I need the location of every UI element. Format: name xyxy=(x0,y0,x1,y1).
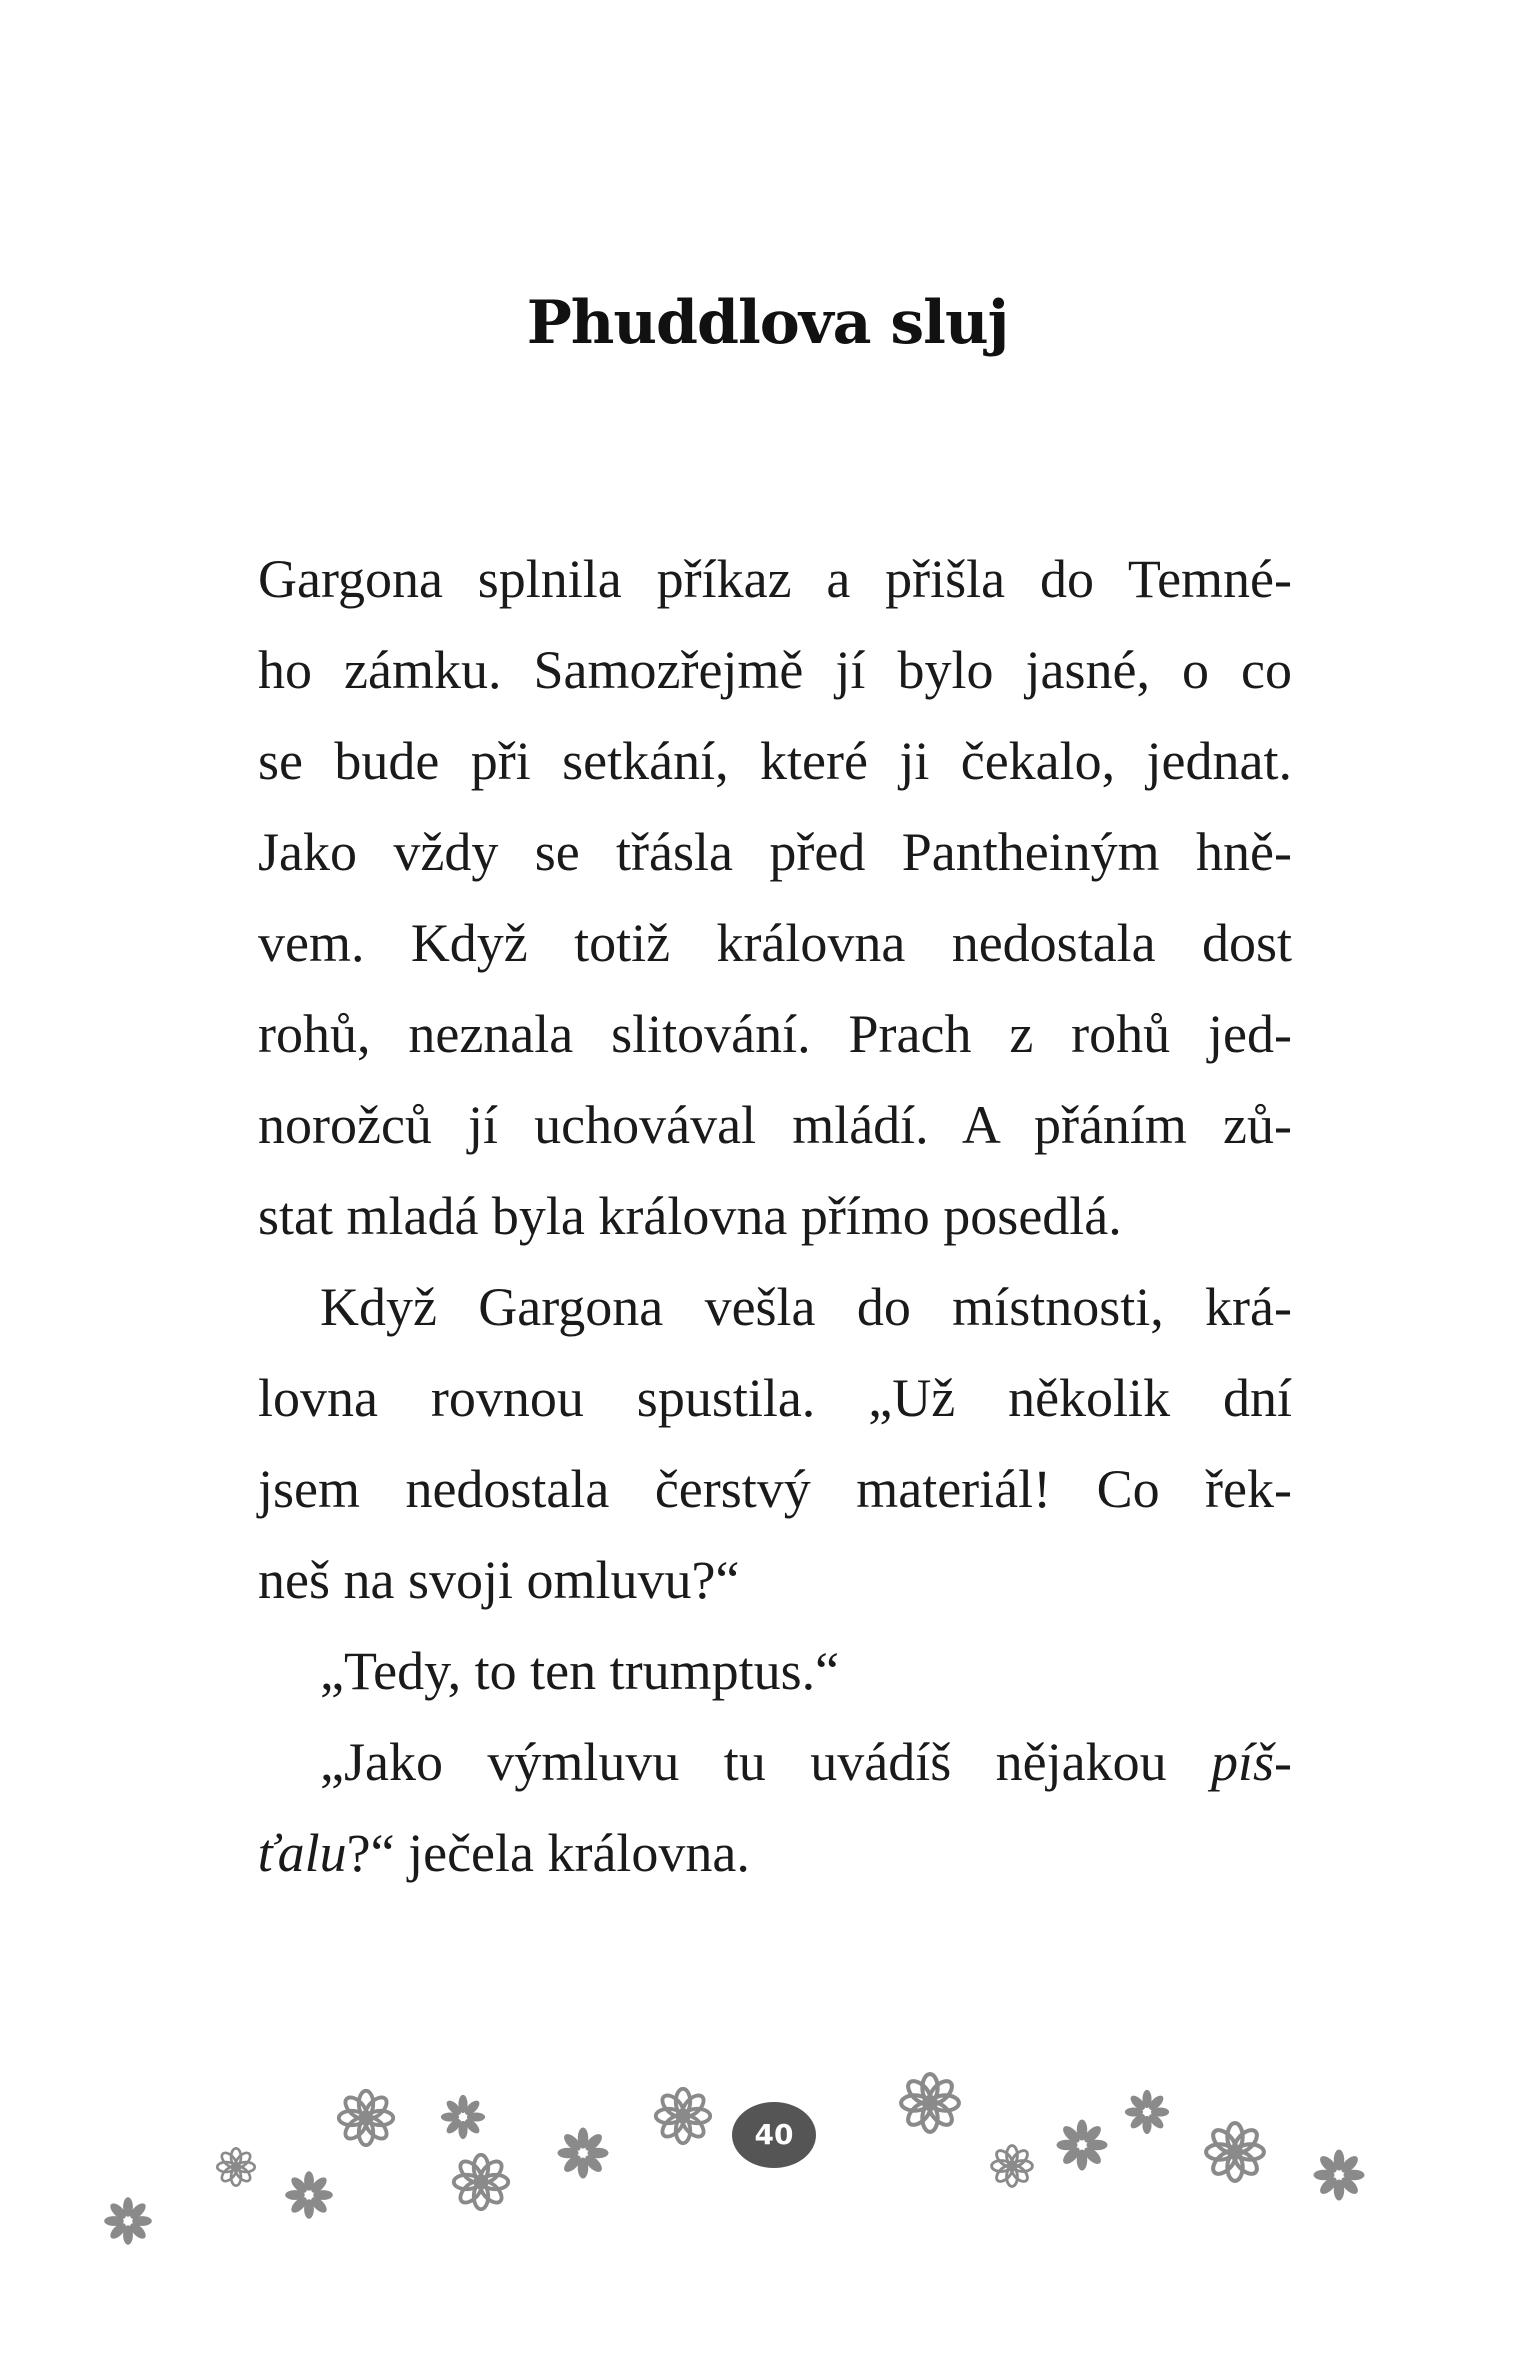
daisy-flower-icon xyxy=(1206,2123,1264,2181)
chapter-title: Phuddlova sluj xyxy=(526,288,1009,358)
daisy-flower-icon xyxy=(339,2091,393,2145)
daisy-flower-icon xyxy=(1125,2090,1169,2134)
text-line: stat mladá byla královna přímo posedlá. xyxy=(258,1186,1122,1246)
text-line: ho zámku. Samozřejmě jí bylo jasné, o co xyxy=(258,640,1292,700)
text-line xyxy=(258,1717,1292,1808)
text-line: rohů, neznala slitování. Prach z rohů jed- xyxy=(258,1004,1292,1064)
daisy-flower-icon xyxy=(558,2128,609,2179)
daisy-flower-icon xyxy=(104,2197,152,2245)
text-line: lovna rovnou spustila. „Už několik dní xyxy=(258,1368,1292,1428)
text-line: se bude při setkání, které ji čekalo, jednat. xyxy=(258,731,1292,791)
text-segment: „Jako výmluvu tu uvádíš nějakou xyxy=(320,1732,1211,1792)
text-line: „Tedy, to ten trumptus.“ xyxy=(320,1641,840,1701)
text-line: Gargona splnila příkaz a přišla do Temné- xyxy=(258,549,1292,609)
daisy-flower-icon xyxy=(1314,2150,1365,2201)
daisy-flower-icon xyxy=(1057,2120,1108,2171)
text-line: vem. Když totiž královna nedostala dost xyxy=(258,913,1292,973)
daisy-flower-icon xyxy=(656,2089,710,2143)
daisy-flower-icon xyxy=(454,2155,508,2209)
daisy-flower-icon xyxy=(285,2171,333,2219)
daisy-flower-icon xyxy=(992,2146,1033,2187)
emphasized-text: píš- xyxy=(1211,1732,1292,1792)
flower-decoration xyxy=(0,2050,1535,2310)
chapter-body xyxy=(258,534,1292,1899)
daisy-flower-icon xyxy=(217,2148,254,2185)
page-number: 40 xyxy=(732,2102,816,2168)
emphasized-text: ťalu xyxy=(258,1823,347,1883)
daisy-flower-icon xyxy=(441,2095,485,2139)
text-line: neš na svoji omluvu?“ xyxy=(258,1550,740,1610)
text-line xyxy=(258,1808,1292,1899)
text-line: Když Gargona vešla do místnosti, krá- xyxy=(320,1277,1292,1337)
text-line: jsem nedostala čerstvý materiál! Co řek- xyxy=(258,1459,1292,1519)
text-segment: ?“ ječela královna. xyxy=(346,1823,750,1883)
daisy-flower-icon xyxy=(901,2074,959,2132)
text-line: norožců jí uchovával mládí. A přáním zů- xyxy=(258,1095,1292,1155)
text-line: Jako vždy se třásla před Pantheiným hně- xyxy=(258,822,1292,882)
